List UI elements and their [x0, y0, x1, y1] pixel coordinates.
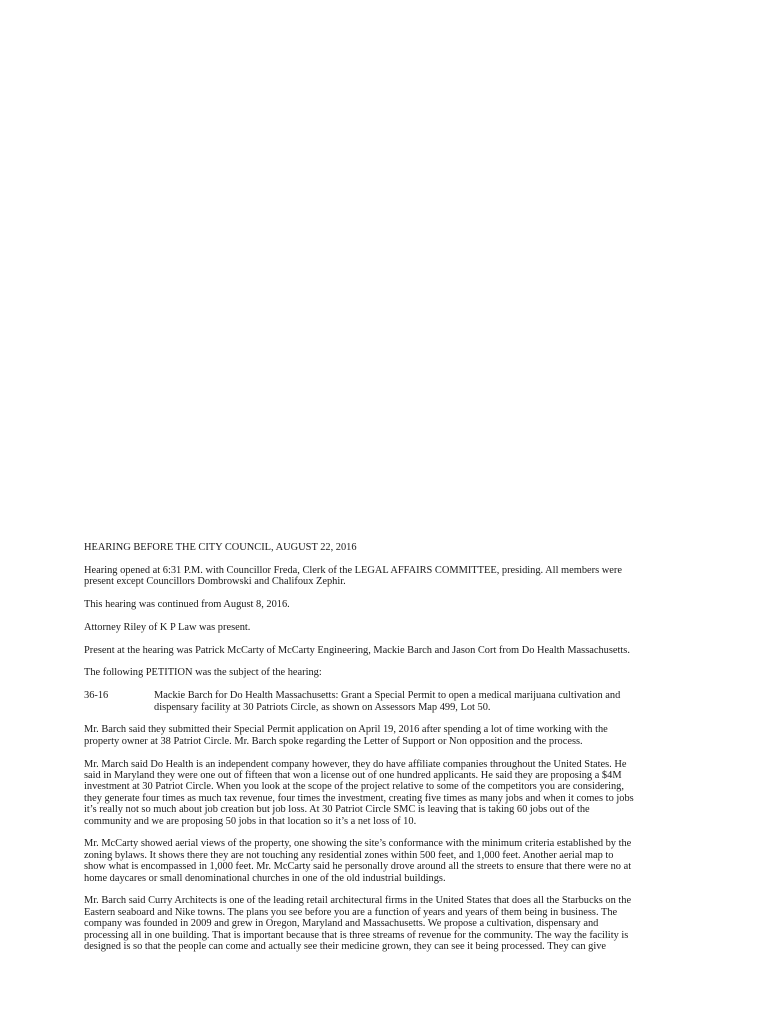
barch-paragraph-2: Mr. Barch said Curry Architects is one of the leading retail architectural firms in the United States that does all the Starbucks on the Eastern seaboard and Nike towns. The plans you see before you are a function of years and years of them being in business. The company was founded in 2009 and grew in Oregon, Maryland and Massachusetts. We propose a cultivation, dispensary and processing all in one building. That is important because that is three streams of revenue for the community. The way the facility is designed is so that the people can come and actually see their medicine grown, they can see it being processed. They can give: [84, 895, 632, 953]
petition-number: 36-16: [84, 690, 109, 702]
opening-paragraph: Hearing opened at 6:31 P.M. with Councillor Freda, Clerk of the LEGAL AFFAIRS COMMITTEE, presiding. All members were present except Councillors Dombrowski and Chalifoux Zephir.: [84, 564, 622, 588]
present-paragraph: Present at the hearing was Patrick McCarty of McCarty Engineering, Mackie Barch and Jason Cort from Do Health Massachusetts.: [84, 644, 630, 656]
mccarty-paragraph: Mr. McCarty showed aerial views of the property, one showing the site’s conformance with the minimum criteria established by the zoning bylaws. It shows there they are not touching any residential zones within 500 feet, and 1,000 feet. Another aerial map to show what is encompassed in 1,000 feet. Mr. McCarty said he personally drove around all the streets to ensure that there were no at home daycares or small denominational churches in one of the old industrial buildings.: [84, 838, 632, 884]
document-page: [84, 542, 708, 964]
petition-item: [84, 690, 708, 713]
petition-intro: The following PETITION was the subject of the hearing:: [84, 667, 322, 679]
attorney-paragraph: Attorney Riley of K P Law was present.: [84, 621, 251, 633]
petition-text: Mackie Barch for Do Health Massachusetts: Grant a Special Permit to open a medical marijuana cultivation and dispensary facility at 30 Patriots Circle, as shown on Assessors Map 499, Lot 50.: [154, 690, 621, 713]
barch-paragraph-1: Mr. Barch said they submitted their Special Permit application on April 19, 2016 after spending a lot of time working with the property owner at 38 Patriot Circle. Mr. Barch spoke regarding the Letter of Support or Non opposition and the process.: [84, 724, 608, 747]
march-paragraph: Mr. March said Do Health is an independent company however, they do have affiliate companies throughout the United States. He said in Maryland they were one out of fifteen that won a license out of one hundred applicants. He said they are proposing a $4M investment at 30 Patriot Circle. When you look at the scope of the project relative to some of the competitors you are considering, they generate four times as much tax revenue, four times the investment, creating five times as many jobs and when it comes to jobs it’s really not so much about job creation but job loss. At 30 Patriot Circle SMC is leaving that is taking 60 jobs out of the community and we are proposing 50 jobs in that location so it’s a net loss of 10.: [84, 758, 634, 827]
hearing-title: HEARING BEFORE THE CITY COUNCIL, AUGUST 22, 2016: [84, 542, 357, 553]
continued-paragraph: This hearing was continued from August 8, 2016.: [84, 599, 290, 610]
